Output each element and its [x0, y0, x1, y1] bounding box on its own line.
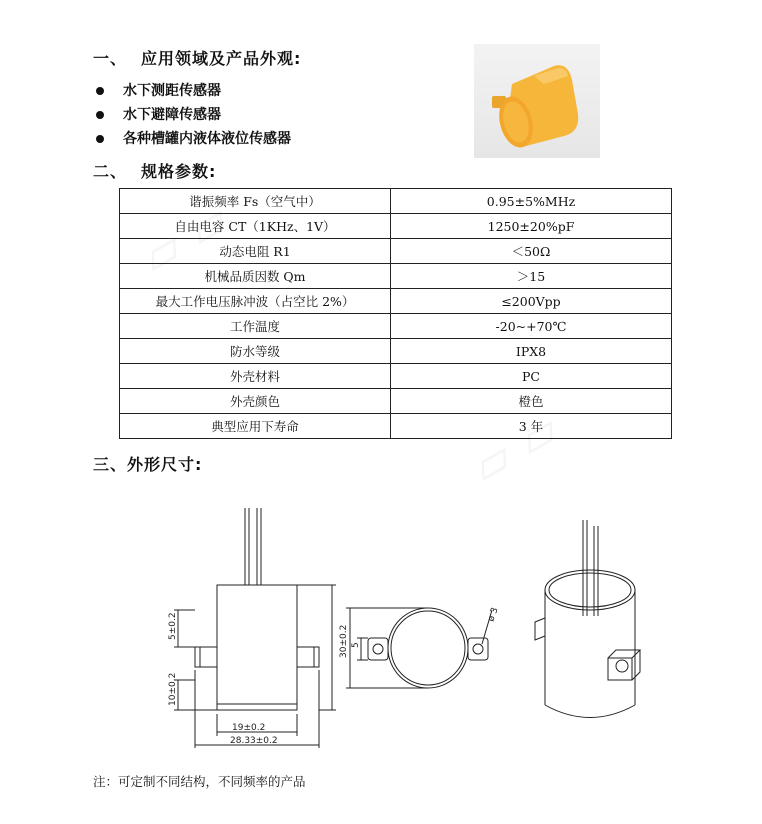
transducer-image: [474, 44, 600, 158]
dim-label: 28.33±0.2: [230, 736, 278, 746]
section-title: 规格参数:: [141, 162, 217, 181]
list-item: 水下测距传感器: [93, 79, 291, 103]
list-item: 各种槽罐内液体液位传感器: [93, 127, 291, 151]
section-title: 外形尺寸:: [127, 455, 203, 474]
dim-label: 30±0.2: [339, 624, 349, 658]
isometric-view: [535, 520, 640, 718]
spec-table: [119, 188, 672, 439]
section-number: 三、: [93, 455, 128, 474]
table-row: 自由电容 CT（1KHz、1V） 1250±20%pF: [120, 214, 672, 239]
table-row: 外壳材料 PC: [120, 364, 672, 389]
front-view: [168, 508, 336, 748]
table-row: 最大工作电压脉冲波（占空比 2%） ≤200Vpp: [120, 289, 672, 314]
list-item: 水下避障传感器: [93, 103, 291, 127]
dim-label: 5±0.2: [168, 612, 178, 640]
dim-label: 10±0.2: [168, 672, 178, 706]
dimension-drawings: [150, 490, 670, 760]
table-row: 外壳颜色 橙色: [120, 389, 672, 414]
table-row: 动态电阻 R1 ＜50Ω: [120, 239, 672, 264]
product-photo: [474, 44, 600, 158]
bullet-icon: [96, 87, 104, 95]
table-row: 机械品质因数 Qm ＞15: [120, 264, 672, 289]
dim-label: 19±0.2: [232, 723, 266, 733]
section-heading-applications: [93, 46, 301, 69]
application-list: [93, 79, 291, 151]
bullet-icon: [96, 111, 104, 119]
table-row: 典型应用下寿命 3 年: [120, 414, 672, 439]
section-heading-dimensions: [93, 452, 202, 475]
table-row: 防水等级 IPX8: [120, 339, 672, 364]
dim-label: 5: [351, 642, 361, 648]
footnote: 注：可定制不同结构，不同频率的产品: [93, 774, 306, 789]
section-heading-specs: [93, 159, 216, 182]
table-row: 工作温度 -20~+70℃: [120, 314, 672, 339]
section-number: 二、: [93, 162, 128, 181]
top-view: [339, 606, 501, 688]
dim-label: ø 3: [486, 606, 501, 624]
bullet-icon: [96, 135, 104, 143]
table-row: 谐振频率 Fs（空气中） 0.95±5%MHz: [120, 189, 672, 214]
section-title: 应用领域及产品外观:: [141, 49, 302, 68]
section-number: 一、: [93, 49, 128, 68]
